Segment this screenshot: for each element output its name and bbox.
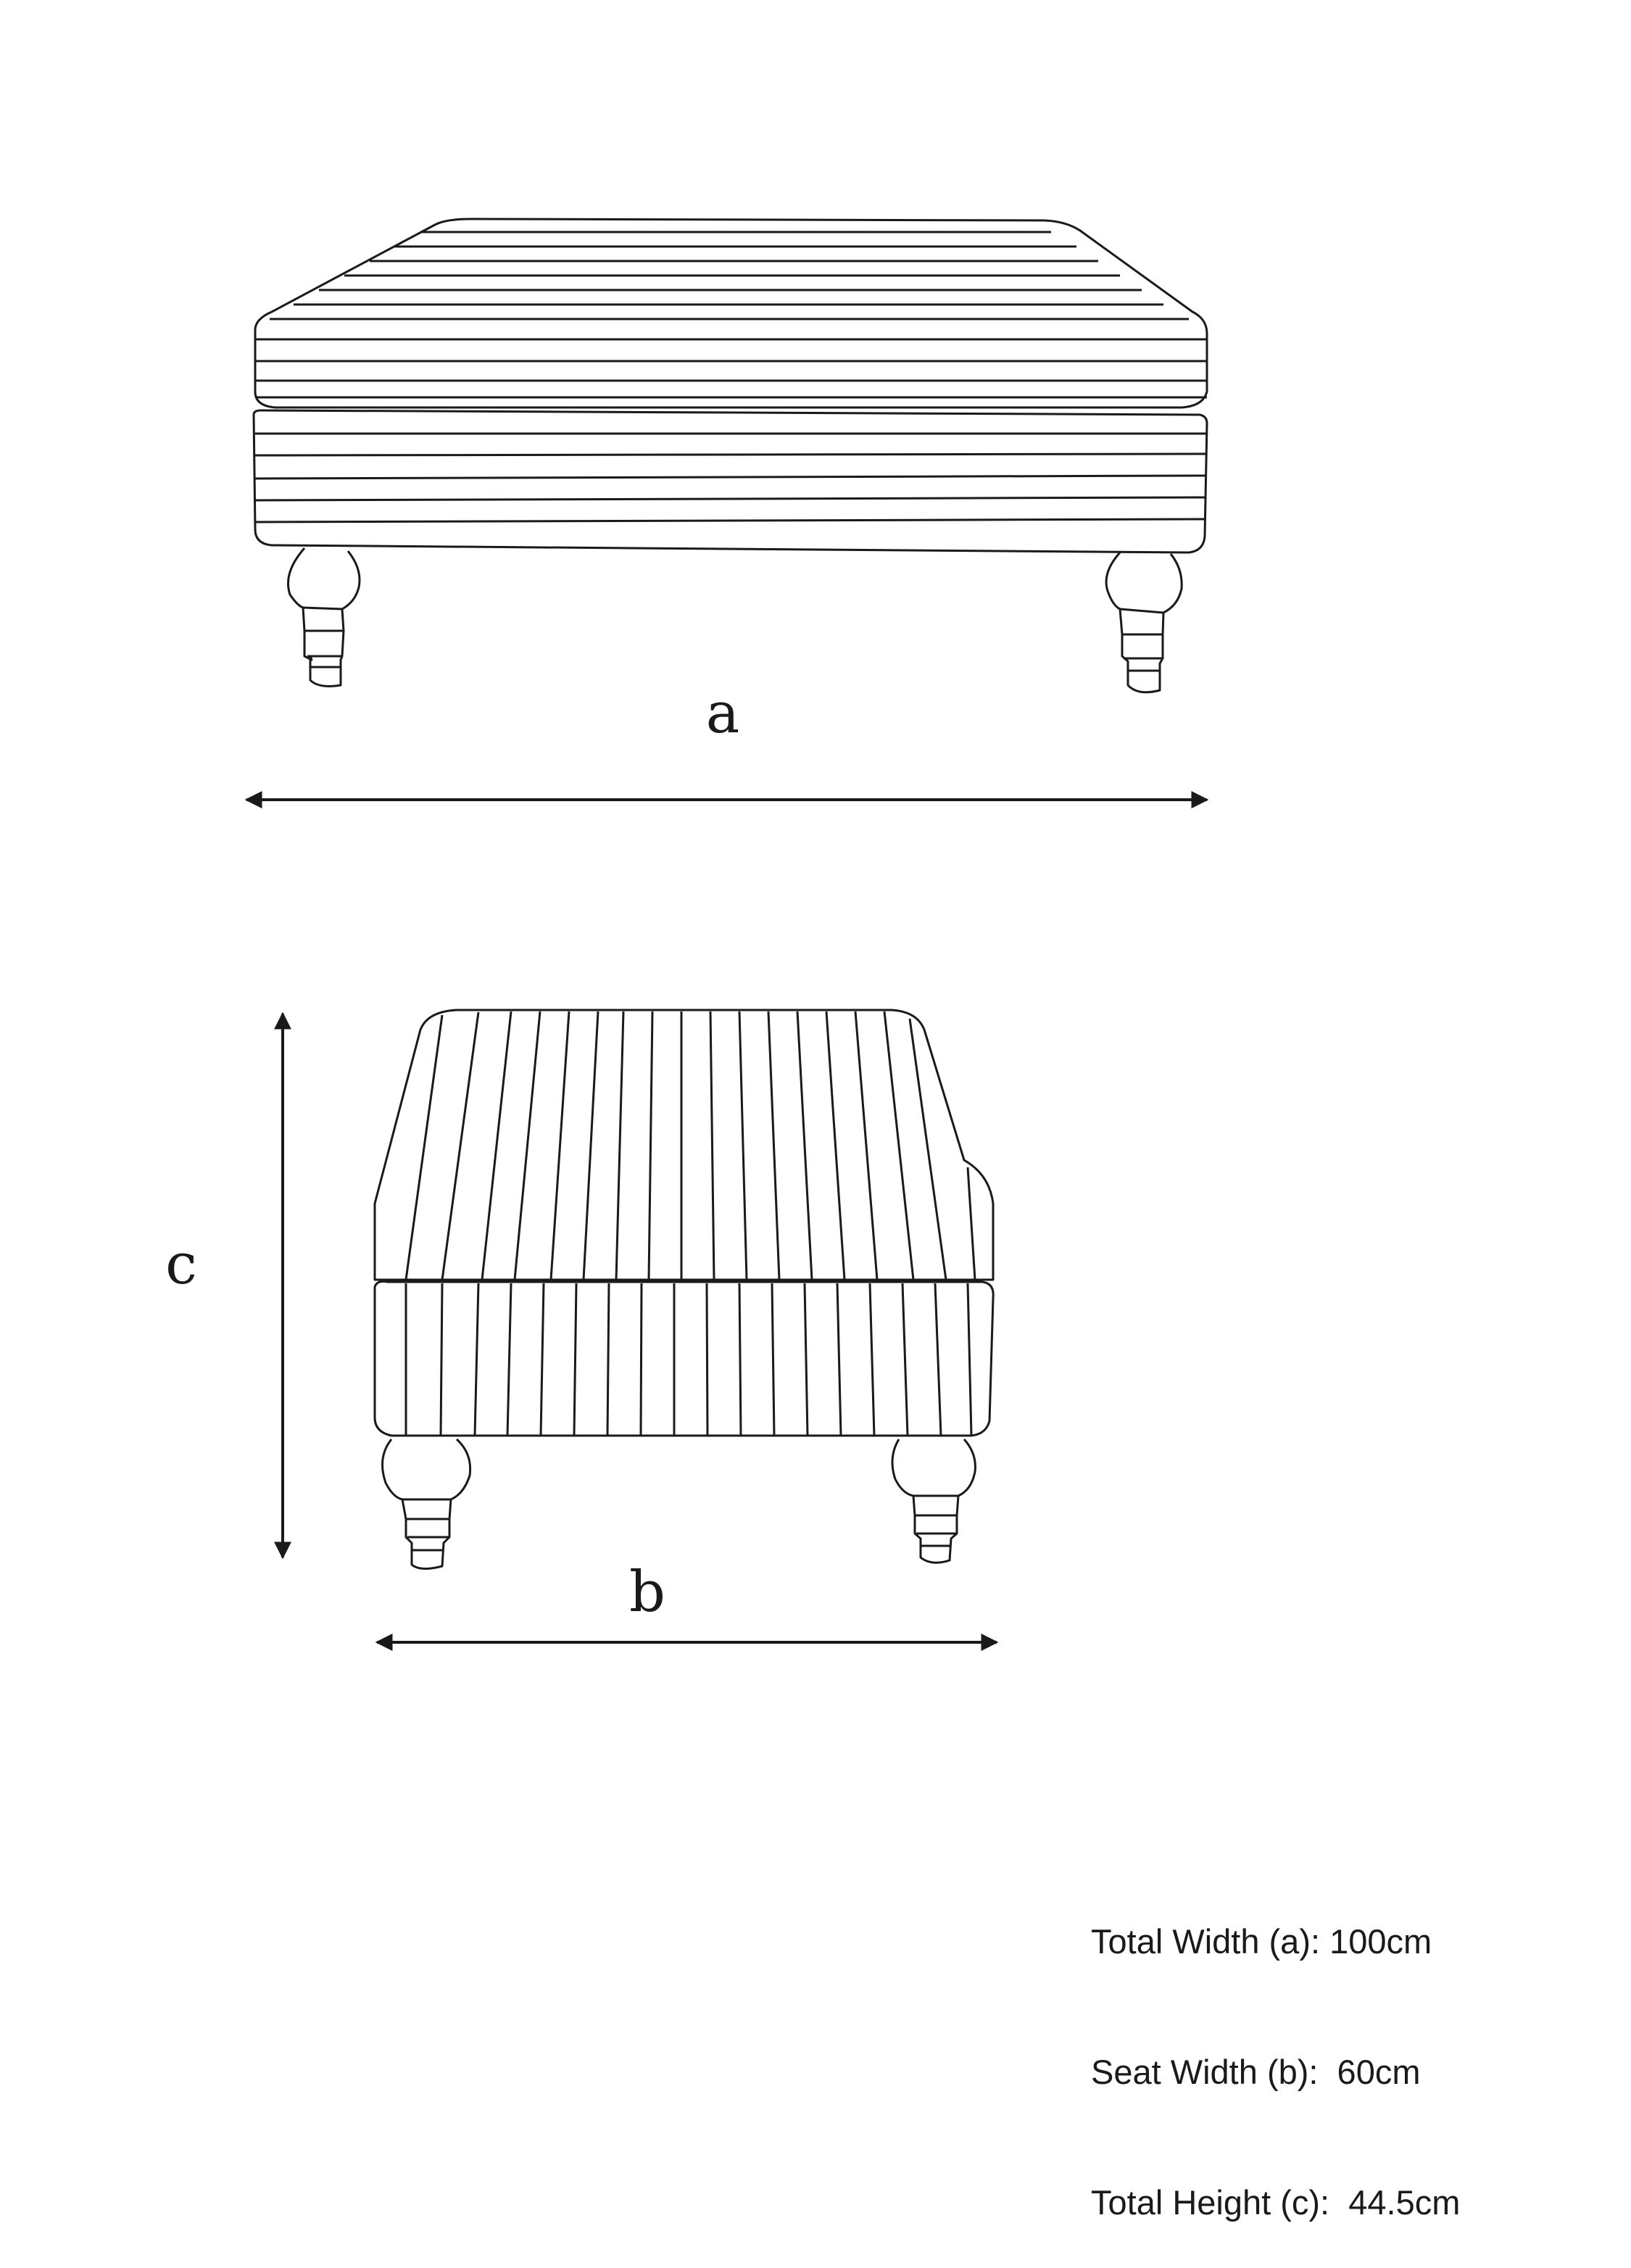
- front-leg-left: [289, 548, 360, 686]
- label-a: a: [705, 681, 740, 746]
- side-cushion-stripes: [406, 1011, 975, 1280]
- label-b: b: [629, 1560, 665, 1625]
- front-base-stripes: [255, 434, 1207, 522]
- label-c: c: [165, 1232, 197, 1297]
- dimension-specs: [1091, 1833, 1460, 2268]
- front-view-ottoman: [254, 219, 1207, 692]
- front-cushion-stripes: [255, 232, 1207, 397]
- side-cushion: [375, 1010, 993, 1280]
- spec-total-height: Total Height (c): 44.5cm: [1091, 2183, 1461, 2222]
- spec-total-width: Total Width (a): 100cm: [1091, 1922, 1432, 1961]
- front-base: [254, 410, 1207, 552]
- spec-seat-width: Seat Width (b): 60cm: [1091, 2053, 1421, 2091]
- side-base-stripes: [406, 1283, 971, 1436]
- side-leg-right: [892, 1439, 975, 1563]
- front-leg-right: [1106, 552, 1182, 692]
- side-base: [375, 1281, 993, 1436]
- side-view-ottoman: [375, 1010, 993, 1569]
- side-leg-left: [383, 1439, 470, 1569]
